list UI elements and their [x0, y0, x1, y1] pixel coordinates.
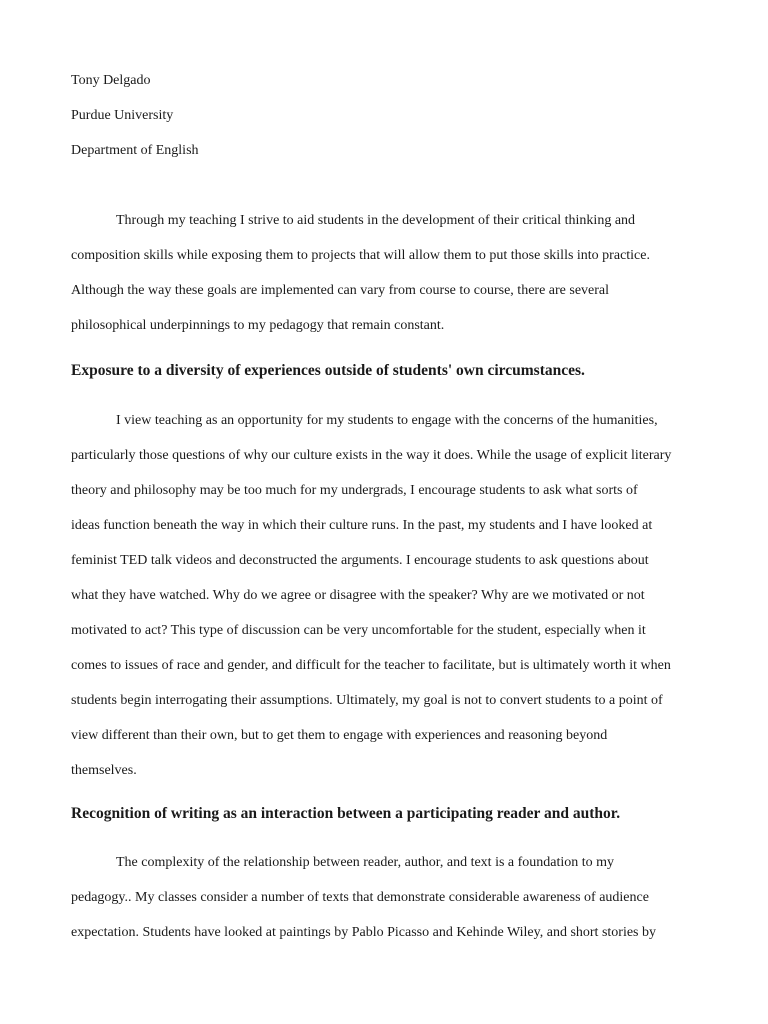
intro-paragraph — [71, 203, 701, 343]
section1-line: themselves. — [71, 763, 137, 778]
section1-line: what they have watched. Why do we agree or disagree with the speaker? Why are we motivated or not — [71, 588, 645, 603]
intro-line: Although the way these goals are implemented can vary from course to course, there are several — [71, 283, 610, 298]
section2-line: The complexity of the relationship between reader, author, and text is a foundation to my — [116, 855, 615, 870]
section1-line: ideas function beneath the way in which their culture runs. In the past, my students and I have looked at — [71, 518, 653, 533]
intro-line: Through my teaching I strive to aid students in the development of their critical thinking and — [116, 213, 636, 228]
section1-paragraph — [71, 403, 701, 788]
section1-line: theory and philosophy may be too much for my undergrads, I encourage students to ask what sorts of — [71, 483, 638, 498]
section2-line: pedagogy.. My classes consider a number of texts that demonstrate considerable awareness of audience — [71, 890, 649, 905]
university-name: Purdue University — [71, 108, 174, 123]
section2-paragraph — [71, 845, 701, 950]
section1-line: motivated to act? This type of discussion can be very uncomfortable for the student, especially when it — [71, 623, 646, 638]
section1-line: comes to issues of race and gender, and difficult for the teacher to facilitate, but is ultimately worth it when — [71, 658, 671, 673]
intro-line: philosophical underpinnings to my pedagogy that remain constant. — [71, 318, 445, 333]
section2-line: expectation. Students have looked at paintings by Pablo Picasso and Kehinde Wiley, and short stories by — [71, 925, 656, 940]
section1-line: feminist TED talk videos and deconstructed the arguments. I encourage students to ask questions about — [71, 553, 649, 568]
department-name: Department of English — [71, 143, 199, 158]
section1-line: I view teaching as an opportunity for my students to engage with the concerns of the humanities, — [116, 413, 658, 428]
section1-line: students begin interrogating their assumptions. Ultimately, my goal is not to convert students to a point of — [71, 693, 663, 708]
section1-line: view different than their own, but to get them to engage with experiences and reasoning beyond — [71, 728, 608, 743]
section1-line: particularly those questions of why our culture exists in the way it does. While the usage of explicit literary — [71, 448, 672, 463]
section-heading-writing: Recognition of writing as an interaction between a participating reader and author. — [71, 805, 621, 822]
intro-line: composition skills while exposing them to projects that will allow them to put those skills into practice. — [71, 248, 650, 263]
section-heading-diversity: Exposure to a diversity of experiences outside of students' own circumstances. — [71, 362, 585, 379]
author-name: Tony Delgado — [71, 73, 151, 88]
